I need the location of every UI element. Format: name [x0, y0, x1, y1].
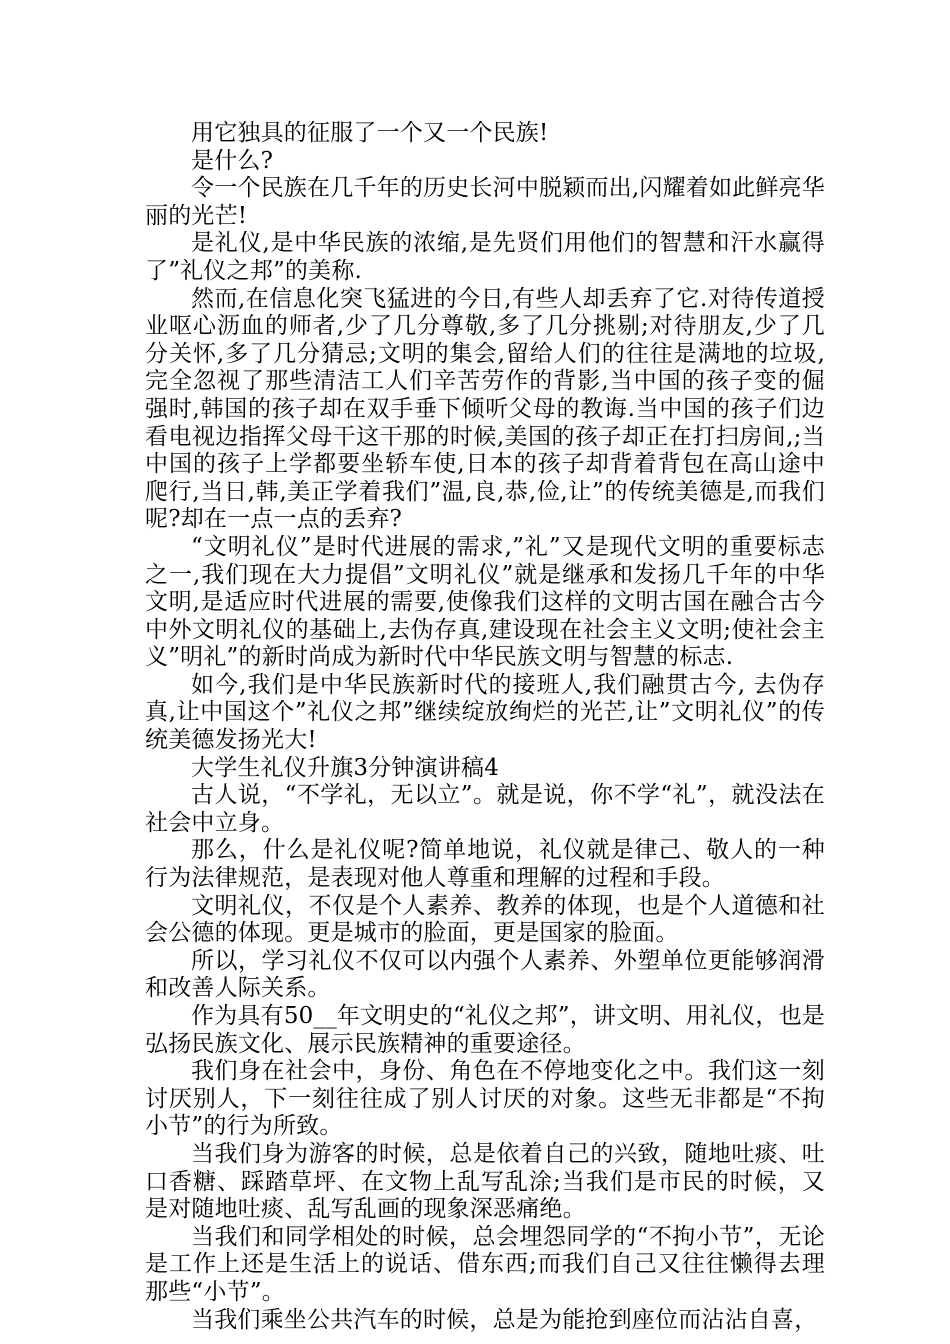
- paragraph: 用它独具的征服了一个又一个民族!: [191, 120, 549, 146]
- paragraph: 是什么?: [191, 147, 274, 174]
- paragraph: 如今,我们是中华民族新时代的接班人,我们融贯古今, 去伪存真,让中国这个”礼仪之邦”继续绽放绚烂的光芒,让”文明礼仪”的传统美德发扬光大!: [145, 671, 825, 754]
- paragraph: “文明礼仪”是时代进展的需求,”礼”又是现代文明的重要标志之一,我们现在大力提倡”文明礼仪”就是继承和发扬几千年的中华文明,是适应时代进展的需要,使像我们这样的文明古国在融合古今中外文明礼仪的基础上,去伪存真,建设现在社会主义文明;使社会主义”明礼”的新时尚成为新时代中华民族文明与智慧的标志.: [145, 533, 825, 671]
- paragraph: 是礼仪,是中华民族的浓缩,是先贤们用他们的智慧和汗水赢得了”礼仪之邦”的美称.: [145, 230, 825, 284]
- paragraph: 当我们身为游客的时候，总是依着自己的兴致，随地吐痰、吐口香糖、踩踏草坪、在文物上乱写乱涂;当我们是市民的时候，又是对随地吐痰、乱写乱画的现象深恶痛绝。: [145, 1140, 825, 1223]
- paragraph: 当我们乘坐公共汽车的时候，总是为能抢到座位而沾沾自喜，: [191, 1306, 818, 1333]
- paragraph: 那么，什么是礼仪呢?简单地说，礼仪就是律己、敬人的一种行为法律规范，是表现对他人尊重和理解的过程和手段。: [145, 837, 825, 892]
- paragraph: 当我们和同学相处的时候，总会埋怨同学的“不拘小节”，无论是工作上还是生活上的说话、借东西;而我们自己又往往懒得去理那些“小节”。: [145, 1223, 825, 1305]
- paragraph: 作为具有50__年文明史的“礼仪之邦”，讲文明、用礼仪，也是弘扬民族文化、展示民族精神的重要途径。: [145, 1003, 825, 1057]
- paragraph: 令一个民族在几千年的历史长河中脱颖而出,闪耀着如此鲜亮华丽的光芒!: [145, 175, 825, 229]
- section-heading: 大学生礼仪升旗3分钟演讲稿4: [191, 754, 500, 781]
- paragraph: 古人说，“不学礼，无以立”。就是说，你不学“礼”，就没法在社会中立身。: [145, 782, 825, 836]
- body-text: [145, 120, 825, 1334]
- paragraph: 然而,在信息化突飞猛进的今日,有些人却丢弃了它.对待传道授业呕心沥血的师者,少了几分尊敬,多了几分挑剔;对待朋友,少了几分关怀,多了几分猜忌;文明的集会,留给人们的往往是满地的垃圾,完全忽视了那些清洁工人们辛苦劳作的背影,当中国的孩子变的倔强时,韩国的孩子却在双手垂下倾听父母的教诲.当中国的孩子们边看电视边指挥父母干这干那的时候,美国的孩子却正在打扫房间,;当中国的孩子上学都要坐轿车使,日本的孩子却背着背包在高山途中爬行,当日,韩,美正学着我们”温,良,恭,俭,让”的传统美德是,而我们呢?却在一点一点的丢弃?: [145, 285, 825, 533]
- paragraph: 文明礼仪，不仅是个人素养、教养的体现，也是个人道德和社会公德的体现。更是城市的脸面，更是国家的脸面。: [145, 892, 825, 947]
- paragraph: 所以，学习礼仪不仅可以内强个人素养、外塑单位更能够润滑和改善人际关系。: [145, 947, 825, 1002]
- paragraph: 我们身在社会中，身份、角色在不停地变化之中。我们这一刻讨厌别人，下一刻往往成了别人讨厌的对象。这些无非都是“不拘小节”的行为所致。: [145, 1058, 825, 1140]
